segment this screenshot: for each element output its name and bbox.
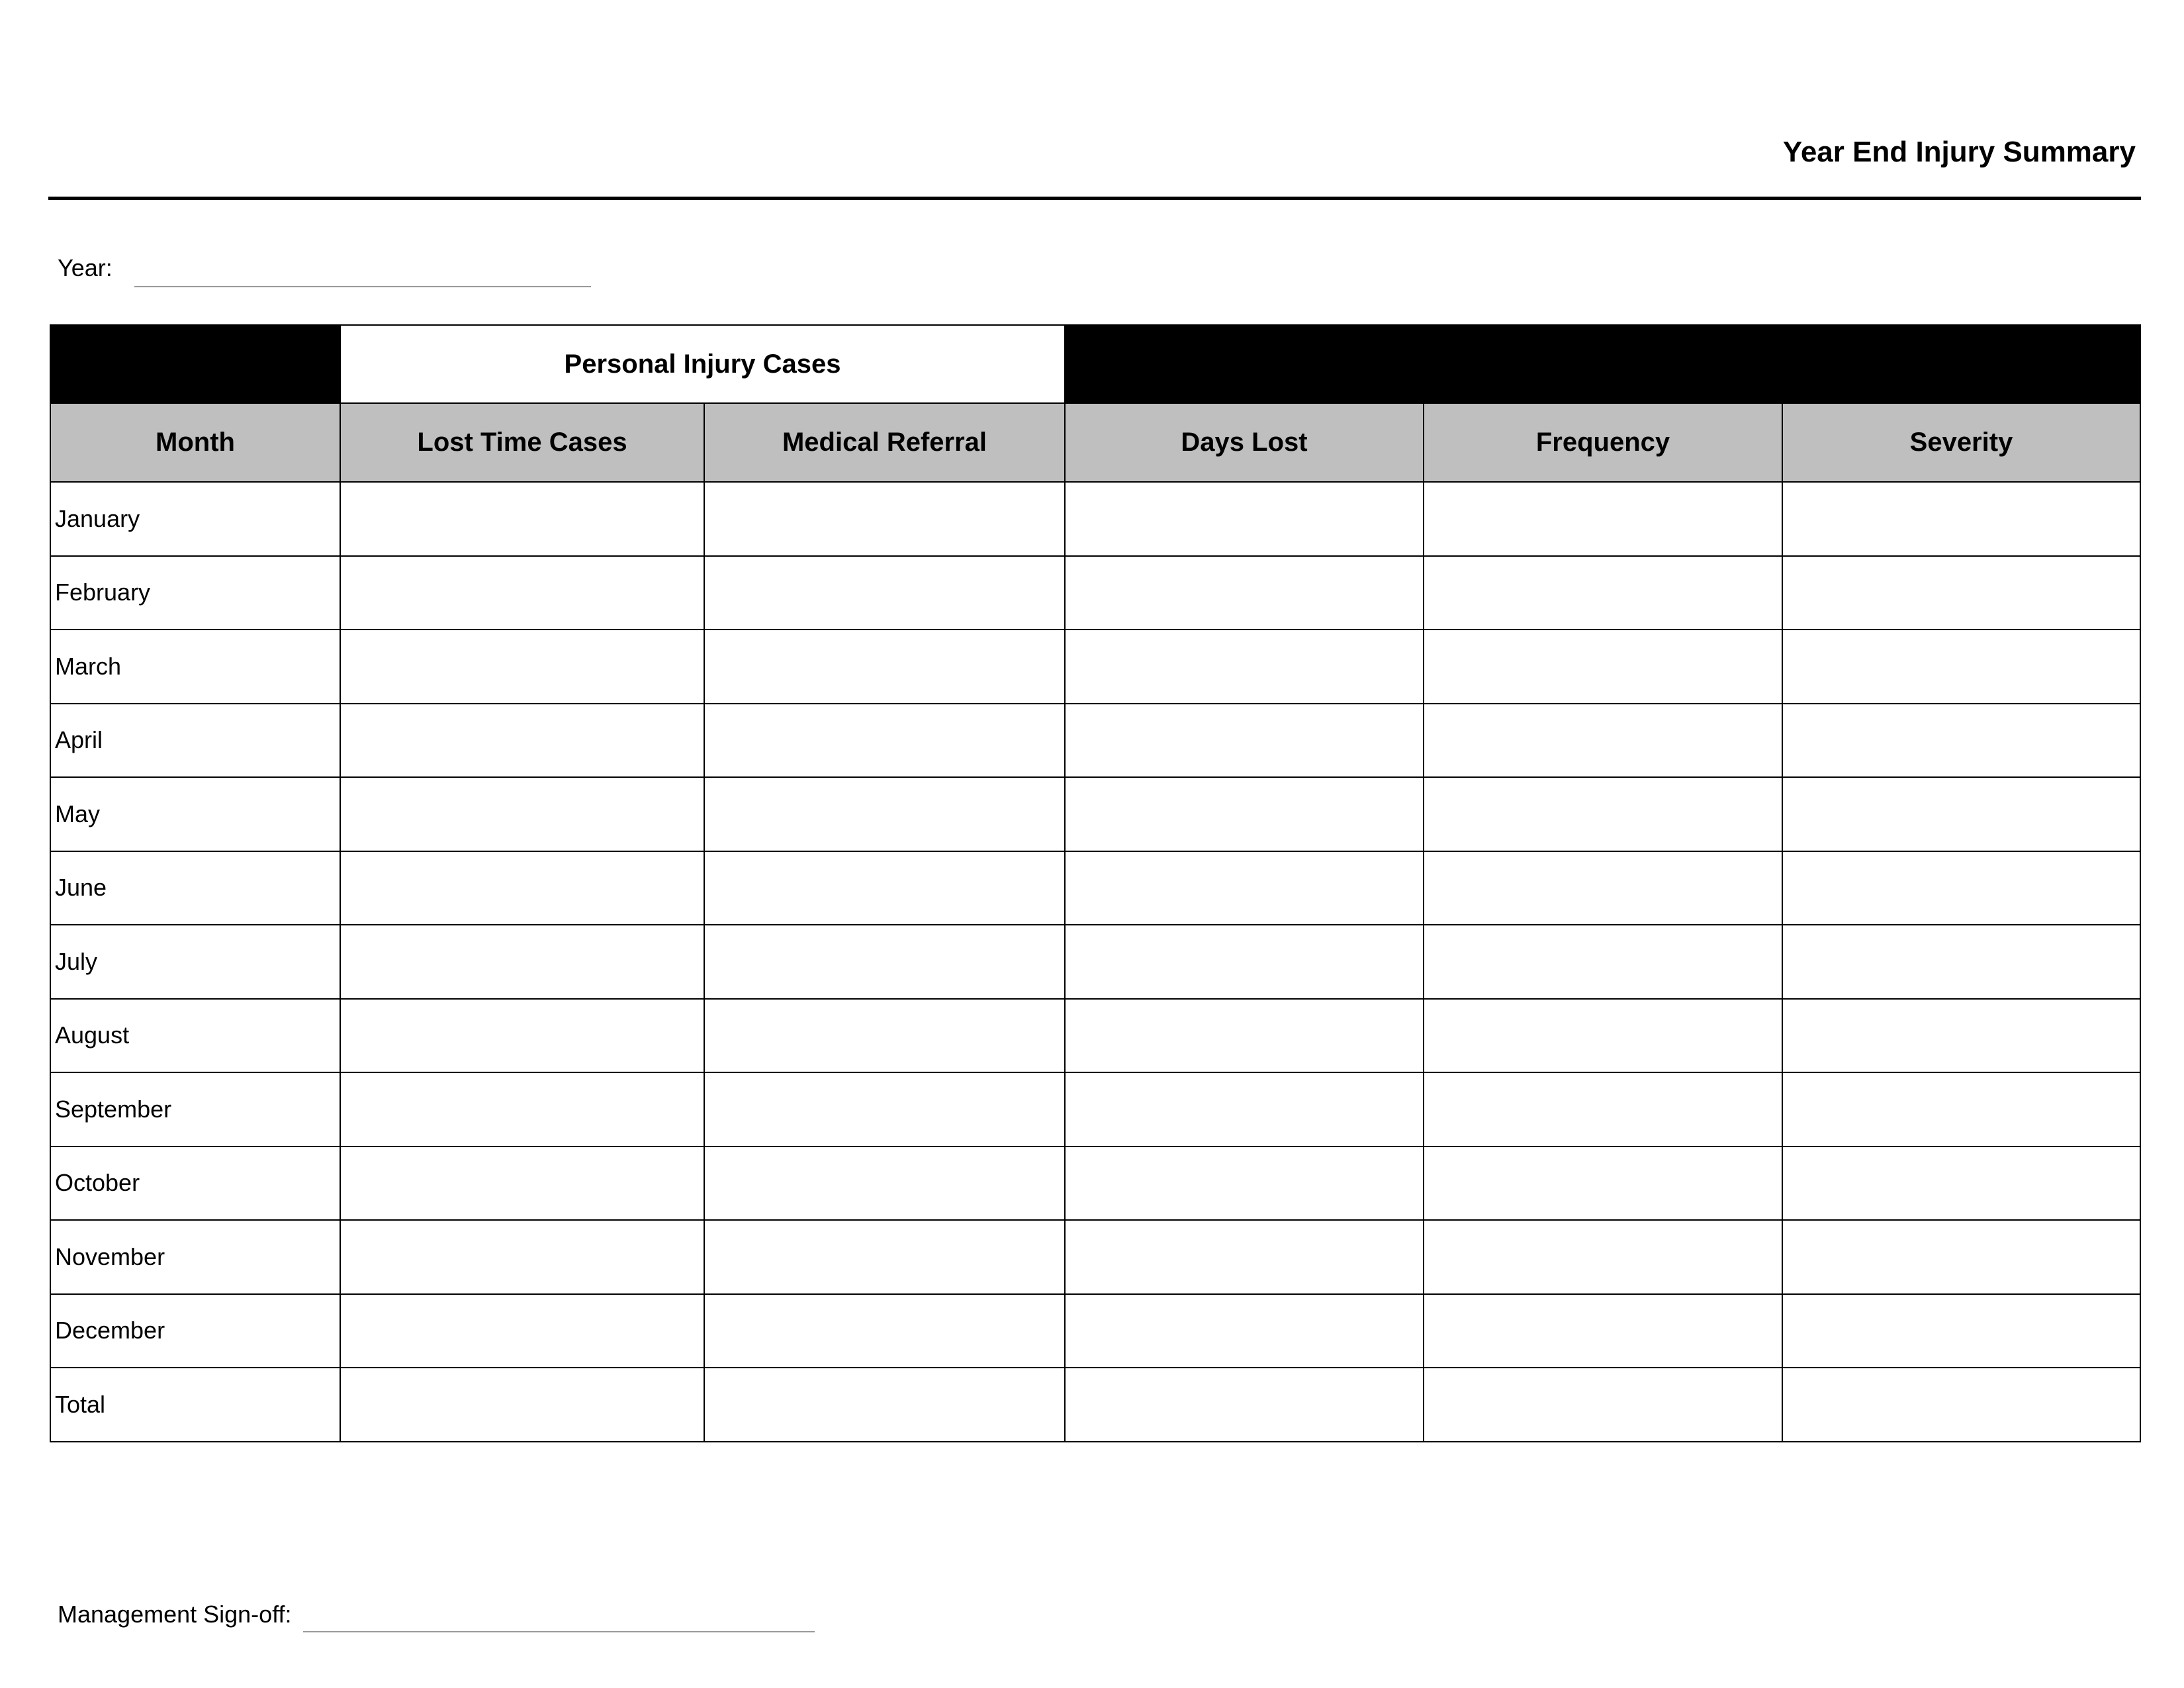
month-cell: January bbox=[50, 482, 340, 556]
month-cell: February bbox=[50, 556, 340, 630]
severity-cell[interactable] bbox=[1782, 556, 2140, 630]
month-cell: June bbox=[50, 851, 340, 925]
days-lost-cell[interactable] bbox=[1065, 999, 1424, 1073]
frequency-cell[interactable] bbox=[1424, 777, 1782, 851]
severity-cell[interactable] bbox=[1782, 851, 2140, 925]
days-lost-cell[interactable] bbox=[1065, 704, 1424, 778]
frequency-cell[interactable] bbox=[1424, 1072, 1782, 1147]
lost-time-cases-cell[interactable] bbox=[340, 1147, 704, 1221]
days-lost-cell[interactable] bbox=[1065, 851, 1424, 925]
column-header-month: Month bbox=[50, 403, 340, 482]
medical-referral-cell[interactable] bbox=[704, 556, 1065, 630]
severity-cell[interactable] bbox=[1782, 999, 2140, 1073]
lost-time-cases-cell[interactable] bbox=[340, 1072, 704, 1147]
table-row bbox=[50, 630, 2140, 704]
medical-referral-cell[interactable] bbox=[704, 630, 1065, 704]
column-header-severity: Severity bbox=[1782, 403, 2140, 482]
month-cell: April bbox=[50, 704, 340, 778]
days-lost-cell[interactable] bbox=[1065, 482, 1424, 556]
table-row bbox=[50, 1294, 2140, 1368]
frequency-cell[interactable] bbox=[1424, 1368, 1782, 1442]
severity-cell[interactable] bbox=[1782, 1147, 2140, 1221]
group-header-row bbox=[50, 325, 2140, 403]
column-header-medical-referral: Medical Referral bbox=[704, 403, 1065, 482]
severity-cell[interactable] bbox=[1782, 1072, 2140, 1147]
year-field[interactable] bbox=[134, 286, 591, 287]
table-row bbox=[50, 777, 2140, 851]
medical-referral-cell[interactable] bbox=[704, 1220, 1065, 1294]
lost-time-cases-cell[interactable] bbox=[340, 925, 704, 999]
medical-referral-cell[interactable] bbox=[704, 925, 1065, 999]
severity-cell[interactable] bbox=[1782, 630, 2140, 704]
month-cell: March bbox=[50, 630, 340, 704]
month-cell: Total bbox=[50, 1368, 340, 1442]
table-row bbox=[50, 556, 2140, 630]
severity-cell[interactable] bbox=[1782, 1368, 2140, 1442]
lost-time-cases-cell[interactable] bbox=[340, 1220, 704, 1294]
frequency-cell[interactable] bbox=[1424, 482, 1782, 556]
days-lost-cell[interactable] bbox=[1065, 777, 1424, 851]
management-signoff-label: Management Sign-off: bbox=[58, 1601, 292, 1628]
month-cell: May bbox=[50, 777, 340, 851]
frequency-cell[interactable] bbox=[1424, 556, 1782, 630]
month-cell: August bbox=[50, 999, 340, 1073]
injury-summary-table bbox=[50, 324, 2141, 1442]
table-row bbox=[50, 482, 2140, 556]
table-row bbox=[50, 704, 2140, 778]
table-row bbox=[50, 1072, 2140, 1147]
year-label: Year: bbox=[58, 254, 113, 281]
days-lost-cell[interactable] bbox=[1065, 925, 1424, 999]
table-row bbox=[50, 1368, 2140, 1442]
severity-cell[interactable] bbox=[1782, 704, 2140, 778]
table-row bbox=[50, 851, 2140, 925]
frequency-cell[interactable] bbox=[1424, 851, 1782, 925]
medical-referral-cell[interactable] bbox=[704, 1368, 1065, 1442]
days-lost-cell[interactable] bbox=[1065, 1147, 1424, 1221]
days-lost-cell[interactable] bbox=[1065, 556, 1424, 630]
title-divider bbox=[48, 197, 2141, 200]
column-header-days-lost: Days Lost bbox=[1065, 403, 1424, 482]
lost-time-cases-cell[interactable] bbox=[340, 1294, 704, 1368]
frequency-cell[interactable] bbox=[1424, 630, 1782, 704]
table-row bbox=[50, 1220, 2140, 1294]
table-row bbox=[50, 999, 2140, 1073]
medical-referral-cell[interactable] bbox=[704, 999, 1065, 1073]
table-row bbox=[50, 925, 2140, 999]
table-row bbox=[50, 1147, 2140, 1221]
month-cell: December bbox=[50, 1294, 340, 1368]
frequency-cell[interactable] bbox=[1424, 1147, 1782, 1221]
month-cell: July bbox=[50, 925, 340, 999]
management-signoff-field[interactable] bbox=[303, 1631, 815, 1632]
severity-cell[interactable] bbox=[1782, 925, 2140, 999]
days-lost-cell[interactable] bbox=[1065, 1368, 1424, 1442]
header-band-right bbox=[1065, 325, 2140, 403]
severity-cell[interactable] bbox=[1782, 1220, 2140, 1294]
lost-time-cases-cell[interactable] bbox=[340, 999, 704, 1073]
lost-time-cases-cell[interactable] bbox=[340, 1368, 704, 1442]
frequency-cell[interactable] bbox=[1424, 925, 1782, 999]
lost-time-cases-cell[interactable] bbox=[340, 704, 704, 778]
frequency-cell[interactable] bbox=[1424, 1294, 1782, 1368]
month-cell: September bbox=[50, 1072, 340, 1147]
medical-referral-cell[interactable] bbox=[704, 482, 1065, 556]
medical-referral-cell[interactable] bbox=[704, 704, 1065, 778]
medical-referral-cell[interactable] bbox=[704, 1072, 1065, 1147]
days-lost-cell[interactable] bbox=[1065, 630, 1424, 704]
column-header-lost-time-cases: Lost Time Cases bbox=[340, 403, 704, 482]
frequency-cell[interactable] bbox=[1424, 999, 1782, 1073]
days-lost-cell[interactable] bbox=[1065, 1220, 1424, 1294]
month-cell: November bbox=[50, 1220, 340, 1294]
medical-referral-cell[interactable] bbox=[704, 1147, 1065, 1221]
table-body bbox=[50, 482, 2140, 1442]
column-header-row bbox=[50, 403, 2140, 482]
medical-referral-cell[interactable] bbox=[704, 1294, 1065, 1368]
month-cell: October bbox=[50, 1147, 340, 1221]
severity-cell[interactable] bbox=[1782, 482, 2140, 556]
lost-time-cases-cell[interactable] bbox=[340, 851, 704, 925]
lost-time-cases-cell[interactable] bbox=[340, 777, 704, 851]
frequency-cell[interactable] bbox=[1424, 1220, 1782, 1294]
days-lost-cell[interactable] bbox=[1065, 1294, 1424, 1368]
lost-time-cases-cell[interactable] bbox=[340, 556, 704, 630]
medical-referral-cell[interactable] bbox=[704, 777, 1065, 851]
personal-injury-cases-header: Personal Injury Cases bbox=[340, 325, 1065, 403]
days-lost-cell[interactable] bbox=[1065, 1072, 1424, 1147]
header-band-left bbox=[50, 325, 340, 403]
lost-time-cases-cell[interactable] bbox=[340, 482, 704, 556]
page-title: Year End Injury Summary bbox=[1782, 136, 2136, 168]
severity-cell[interactable] bbox=[1782, 1294, 2140, 1368]
severity-cell[interactable] bbox=[1782, 777, 2140, 851]
lost-time-cases-cell[interactable] bbox=[340, 630, 704, 704]
medical-referral-cell[interactable] bbox=[704, 851, 1065, 925]
frequency-cell[interactable] bbox=[1424, 704, 1782, 778]
column-header-frequency: Frequency bbox=[1424, 403, 1782, 482]
